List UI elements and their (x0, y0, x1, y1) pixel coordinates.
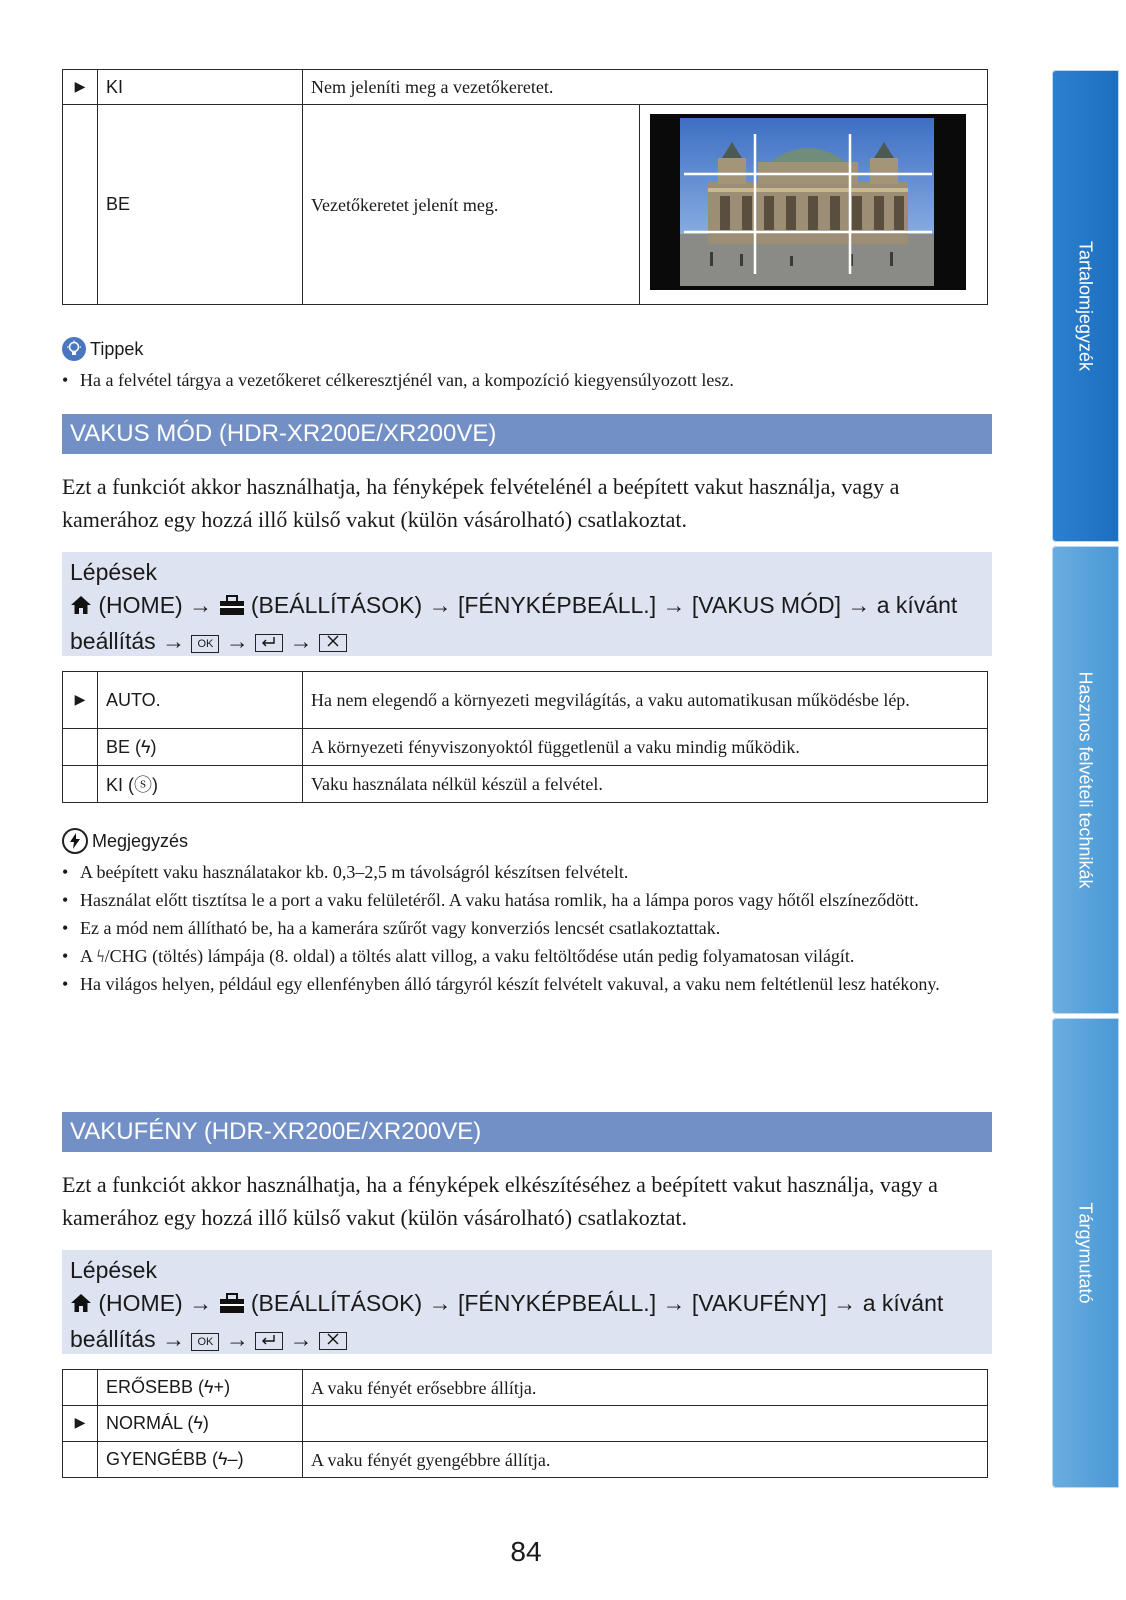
close-key-icon (319, 1332, 347, 1350)
guide-frame-table (62, 69, 988, 305)
list-item: • Ez a mód nem állítható be, ha a kamerára szűrőt vagy konverziós lencsét csatlakoztattak. (62, 914, 992, 942)
tab-contents[interactable] (1052, 70, 1119, 542)
list-item: • A beépített vaku használatakor kb. 0,3–2,5 m távolságról készítsen felvételt. (62, 858, 992, 886)
settings-label: (BEÁLLÍTÁSOK) (250, 592, 423, 618)
steps-path-line (70, 589, 984, 625)
guide-frame-example-image (650, 114, 966, 290)
tab-useful-techniques[interactable] (1052, 546, 1119, 1014)
example-image-cell (640, 105, 988, 305)
option-name: AUTO. (98, 672, 303, 729)
selected-marker (63, 105, 98, 305)
close-key-icon (319, 634, 347, 652)
return-key-icon (255, 634, 283, 652)
arrow-icon: → (428, 1290, 452, 1316)
section-intro-flash-mode: Ezt a funkciót akkor használhatja, ha fényképek felvételénél a beépített vakut használja, vagy a kamerához egy hozzá illő külső vakut (külön vásárolható) csatlakoztat. (62, 474, 900, 532)
option-description: Vaku használata nélkül készül a felvétel. (303, 766, 988, 803)
steps-heading: Lépések (70, 1257, 157, 1283)
selected-marker: ▶ (63, 1406, 98, 1442)
section-title-flash-mode: VAKUS MÓD (HDR-XR200E/XR200VE) (62, 414, 992, 454)
list-item: • Használat előtt tisztítsa le a port a vaku felületéről. A vaku hatása romlik, ha a lámpa poros vagy hőtől elszíneződött. (62, 886, 992, 914)
steps-box-flash-level (62, 1250, 992, 1354)
page-number: 84 (510, 1536, 542, 1567)
table-row (63, 729, 988, 766)
arrow-icon: → (162, 628, 186, 654)
tab-contents-label: Tartalomjegyzék (1075, 240, 1096, 372)
arrow-icon: → (225, 628, 249, 654)
lightbulb-icon (62, 337, 86, 361)
toolbox-icon (219, 592, 245, 625)
section-title-flash-level: VAKUFÉNY (HDR-XR200E/XR200VE) (62, 1112, 992, 1152)
tab-index-label: Tárgymutató (1075, 1202, 1096, 1304)
steps-box-flash-mode (62, 552, 992, 656)
steps-heading: Lépések (70, 559, 157, 585)
note-list (62, 858, 992, 998)
steps-path-text: [FÉNYKÉPBEÁLL.] → [VAKUFÉNY] → a kívánt (457, 1290, 944, 1316)
table-row (63, 105, 988, 305)
ok-key-icon: OK (191, 1333, 219, 1351)
table-row (63, 1406, 988, 1442)
option-name: NORMÁL (ϟ) (98, 1406, 303, 1442)
section-intro-flash-level: Ezt a funkciót akkor használhatja, ha a fényképek elkészítéséhez a beépített vakut használja, vagy a kamerához egy hozzá illő külső vakut (külön vásárolható) csatlakoztat. (62, 1172, 938, 1230)
table-row (63, 672, 988, 729)
selected-marker (63, 729, 98, 766)
home-icon (70, 1290, 92, 1323)
list-item: • Ha világos helyen, például egy ellenfényben álló tárgyról készít felvételt vakuval, a vaku nem feltétlenül lesz hatékony. (62, 970, 992, 998)
tab-useful-techniques-label: Hasznos felvételi technikák (1075, 671, 1096, 889)
option-description (303, 1406, 988, 1442)
option-description: Ha nem elegendő a környezeti megvilágítás, a vaku automatikusan működésbe lép. (303, 672, 988, 729)
ok-key-icon: OK (191, 635, 219, 653)
selected-marker: ▶ (63, 672, 98, 729)
return-key-icon (255, 1332, 283, 1350)
steps-path-line-2 (70, 625, 984, 658)
list-item: • Ha a felvétel tárgya a vezetőkeret célkeresztjénél van, a kompozíció kiegyensúlyozott lesz. (62, 366, 992, 394)
home-label: (HOME) (98, 592, 183, 618)
note-label: Megjegyzés (92, 830, 189, 851)
home-label: (HOME) (98, 1290, 183, 1316)
arrow-icon: → (428, 592, 452, 618)
option-name: BE (98, 105, 303, 305)
arrow-icon: → (289, 1326, 313, 1352)
tips-label: Tippek (90, 338, 144, 359)
arrow-icon: → (189, 592, 213, 618)
option-name: GYENGÉBB (ϟ–) (98, 1442, 303, 1478)
tips-box (62, 336, 992, 394)
list-item: • A ϟ/CHG (töltés) lámpája (8. oldal) a töltés alatt villog, a vaku feltöltődése után pedig folyamatosan világít. (62, 942, 992, 970)
home-icon (70, 592, 92, 625)
arrow-icon: → (162, 1326, 186, 1352)
table-row (63, 70, 988, 105)
note-heading (62, 828, 992, 854)
option-name: BE (ϟ) (98, 729, 303, 766)
flash-note-icon (62, 828, 88, 854)
note-box (62, 828, 992, 998)
flash-level-table (62, 1369, 988, 1478)
toolbox-icon (219, 1290, 245, 1323)
selected-marker (63, 1442, 98, 1478)
steps-path-text: [FÉNYKÉPBEÁLL.] → [VAKUS MÓD] → a kívánt (457, 592, 958, 618)
option-name: KI (ⓢ) (98, 766, 303, 803)
option-description: A környezeti fényviszonyoktól függetlenül a vaku mindig működik. (303, 729, 988, 766)
steps-line2-text: beállítás (70, 1326, 156, 1352)
selected-marker (63, 1370, 98, 1406)
selected-marker: ▶ (63, 70, 98, 105)
steps-path-line-2 (70, 1323, 984, 1356)
option-description: A vaku fényét erősebbre állítja. (303, 1370, 988, 1406)
arrow-icon: → (289, 628, 313, 654)
option-name: KI (98, 70, 303, 105)
option-description: Vezetőkeretet jelenít meg. (303, 105, 640, 305)
tips-list (62, 366, 992, 394)
table-row (63, 1370, 988, 1406)
table-row (63, 766, 988, 803)
tab-index[interactable] (1052, 1018, 1119, 1488)
arrow-icon: → (225, 1326, 249, 1352)
settings-label: (BEÁLLÍTÁSOK) (250, 1290, 423, 1316)
option-description: A vaku fényét gyengébbre állítja. (303, 1442, 988, 1478)
flash-mode-table (62, 671, 988, 803)
option-description: Nem jeleníti meg a vezetőkeretet. (303, 70, 988, 105)
arrow-icon: → (189, 1290, 213, 1316)
table-row (63, 1442, 988, 1478)
steps-line2-text: beállítás (70, 628, 156, 654)
tips-heading (62, 336, 992, 362)
steps-path-line (70, 1287, 984, 1323)
selected-marker (63, 766, 98, 803)
option-name: ERŐSEBB (ϟ+) (98, 1370, 303, 1406)
